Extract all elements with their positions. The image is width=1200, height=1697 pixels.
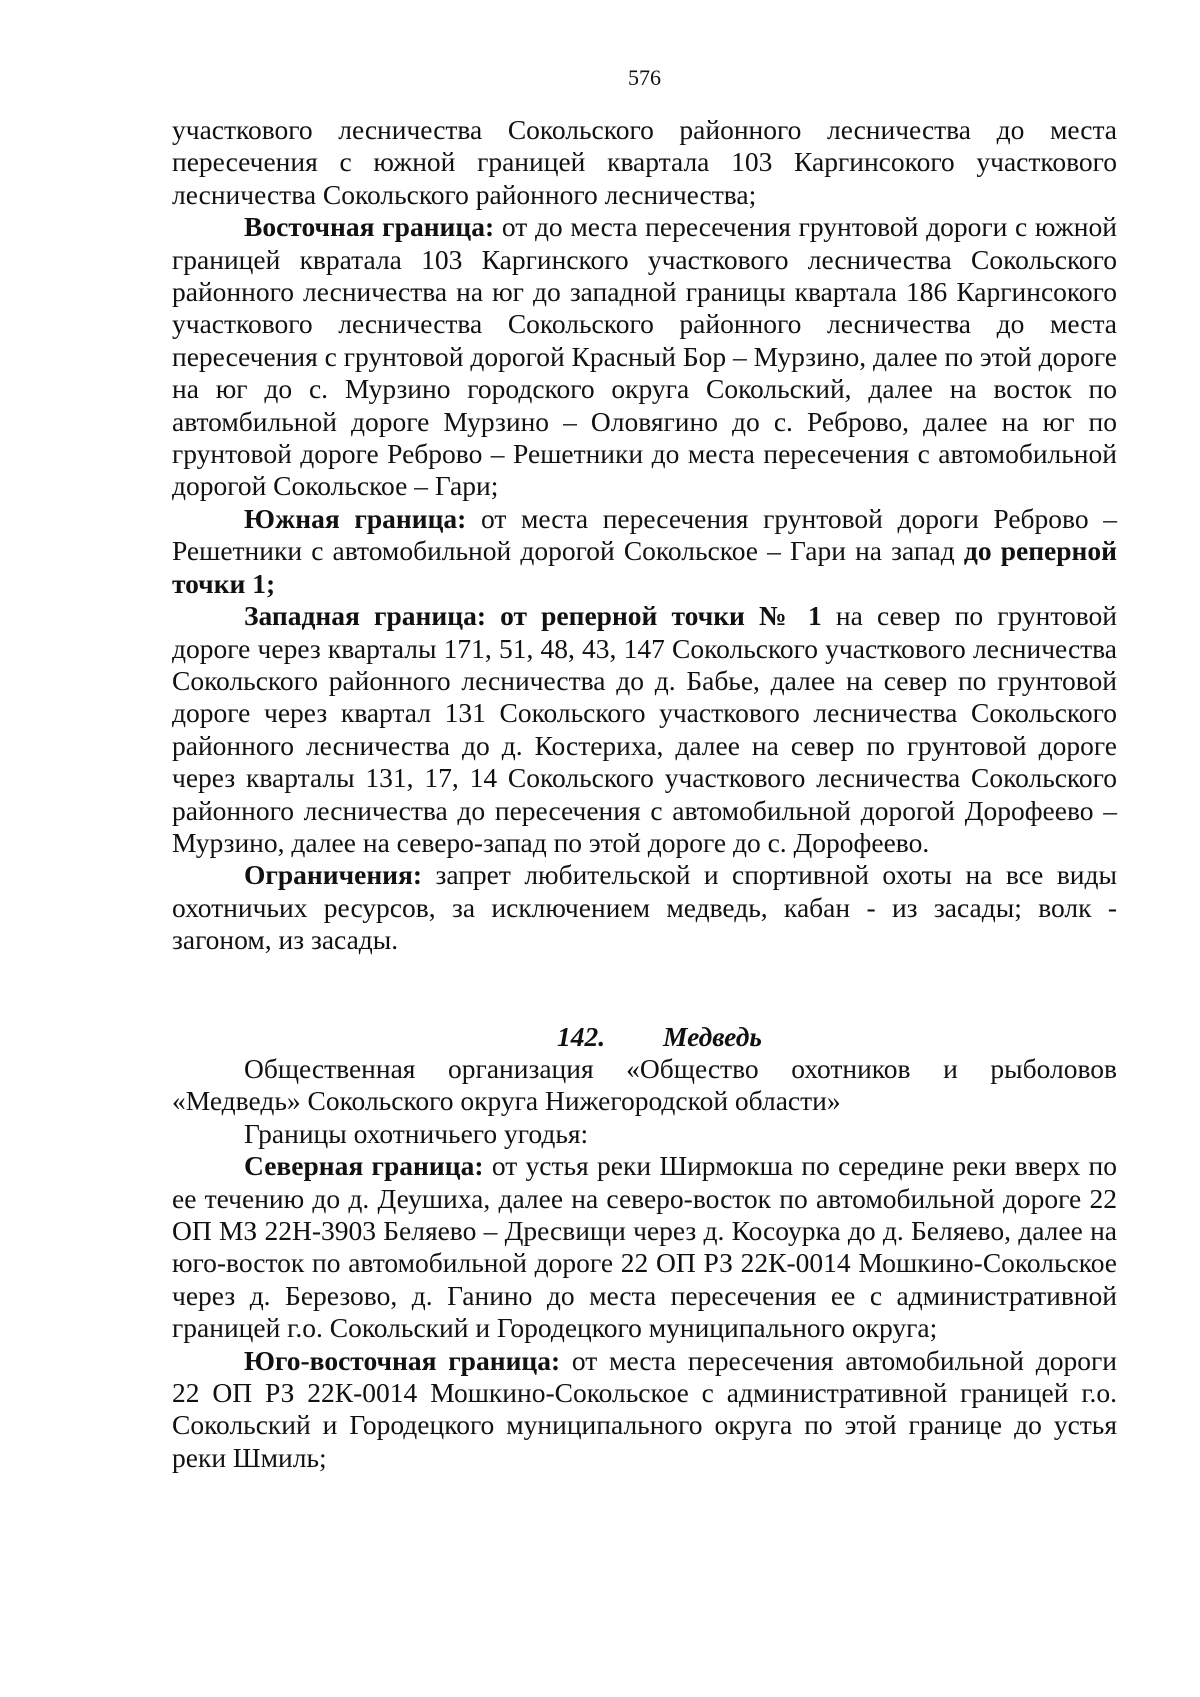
paragraph-text: Общественная организация «Общество охотников и рыболовов «Медведь» Сокольского округа Нижегородской области»	[172, 1052, 1117, 1117]
paragraph-east-boundary	[172, 211, 1117, 503]
document-page	[172, 64, 1117, 1474]
paragraph-south-boundary	[172, 503, 1117, 600]
paragraph-text: от места пересечения грунтовой дороги Реброво – Решетники с автомобильной дорогой Сокольское – Гари на запад	[172, 502, 1117, 567]
paragraph-label: Северная граница:	[244, 1150, 484, 1182]
paragraph-text: Границы охотничьего угодья:	[244, 1117, 589, 1149]
paragraph-label: Западная граница: от реперной точки № 1	[244, 600, 822, 632]
paragraph-text: от места пересечения автомобильной дороги 22 ОП РЗ 22К-0014 Мошкино-Сокольское с административной границей г.о. Сокольский и Городецкого муниципального округа по этой границе до устья реки Шмиль;	[172, 1344, 1117, 1473]
section-title: Медведь	[663, 1020, 762, 1052]
paragraph-text: запрет любительской и спортивной охоты на все виды охотничьих ресурсов, за исключением медведь, кабан - из засады; волк - загоном, из засады.	[172, 859, 1117, 956]
paragraph-text: на север по грунтовой дороге через кварталы 171, 51, 48, 43, 147 Сокольского участкового лесничества Сокольского районного лесничества до д. Бабье, далее на север по грунтовой дороге через квартал 131 Сокольского участкового лесничества Сокольского районного лесничества до д. Костериха, далее на север по грунтовой дороге через кварталы 131, 17, 14 Сокольского участкового лесничества Сокольского районного лесничества до пересечения с автомобильной дорогой Дорофеево – Мурзино, далее на северо-запад по этой дороге до с. Дорофеево.	[172, 600, 1118, 858]
section-heading	[172, 1021, 1117, 1053]
paragraph-bold-tail: до реперной точки 1;	[172, 535, 1117, 599]
paragraph-boundaries-intro	[172, 1118, 1117, 1150]
paragraph-text: от до места пересечения грунтовой дороги с южной границей квратала 103 Каргинского участкового лесничества Сокольского районного лесничества на юг до западной границы квартала 186 Каргинсокого участкового лесничества Сокольского районного лесничества до места пересечения с грунтовой дорогой Красный Бор – Мурзино, далее по этой дороге на юг до с. Мурзино городского округа Сокольский, далее на восток по автомбильной дороге Мурзино – Оловягино до с. Реброво, далее на юг по грунтовой дороге Реброво – Решетники до места пересечения с автомобильной дорогой Сокольское – Гари;	[172, 211, 1117, 502]
section-number: 142.	[557, 1020, 606, 1052]
paragraph-west-boundary	[172, 600, 1117, 859]
paragraph-continuation	[172, 114, 1117, 211]
paragraph-text: от устья реки Ширмокша по середине реки вверх по ее течению до д. Деушиха, далее на северо-восток по автомобильной дороге 22 ОП МЗ 22Н-3903 Беляево – Дресвищи через д. Косоурка до д. Беляево, далее на юго-восток по автомобильной дороге 22 ОП РЗ 22К-0014 Мошкино-Сокольское через д. Березово, д. Ганино до места пересечения ее с административной границей г.о. Сокольский и Городецкого муниципального округа;	[172, 1150, 1117, 1344]
paragraph-organization	[172, 1053, 1117, 1118]
page-number: 576	[628, 65, 661, 90]
paragraph-text: участкового лесничества Сокольского районного лесничества до места пересечения с южной границей квартала 103 Каргинсокого участкового лесничества Сокольского районного лесничества;	[172, 114, 1117, 210]
paragraph-label: Южная граница:	[244, 502, 467, 534]
paragraph-southeast-boundary	[172, 1345, 1117, 1475]
paragraph-label: Юго-восточная граница:	[244, 1344, 561, 1376]
paragraph-north-boundary	[172, 1150, 1117, 1344]
paragraph-label: Ограничения:	[244, 859, 423, 891]
paragraph-label: Восточная граница:	[244, 211, 495, 243]
paragraph-restrictions	[172, 859, 1117, 956]
